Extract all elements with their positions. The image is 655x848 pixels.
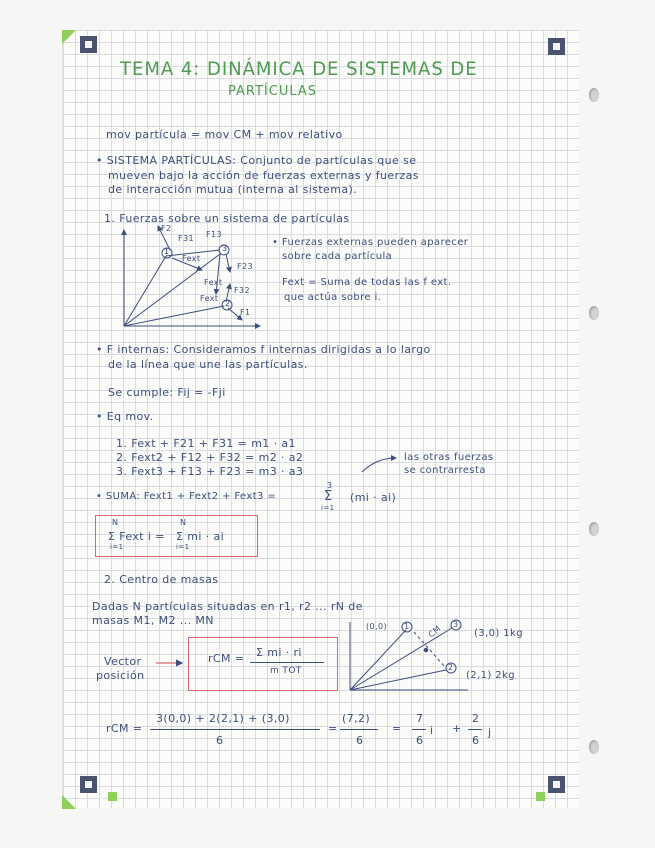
green-square-bottom-right — [536, 792, 545, 801]
dadas-line: Dadas N partículas situadas en r1, r2 ... rN de — [92, 600, 363, 613]
rcm-unit-i: i — [430, 724, 434, 737]
binder-hole — [589, 88, 599, 102]
rcm-numerator: 3(0,0) + 2(2,1) + (3,0) — [156, 712, 290, 725]
external-forces-line: • Fuerzas externas pueden aparecer — [272, 237, 469, 248]
rcm-n4: 2 — [472, 712, 480, 725]
corner-marker-top-right — [548, 38, 565, 55]
vector-label: Vector — [104, 655, 142, 668]
particle-2-label: 2 — [225, 299, 231, 308]
rcm-d3: 6 — [416, 734, 424, 747]
rcm-equals-2: = — [392, 722, 402, 735]
equation-row: 1. Fext + F21 + F31 = m1 · a1 — [116, 437, 296, 450]
corner-marker-bottom-right — [548, 776, 565, 793]
sum-line: • SUMA: Fext1 + Fext2 + Fext3 = — [96, 491, 277, 502]
rcm-n3: 7 — [416, 712, 424, 725]
box2-fraction-bar — [250, 662, 324, 663]
corner-marker-bottom-left — [80, 776, 97, 793]
eq-mov-heading: • Eq mov. — [96, 410, 154, 423]
rcm-unit-j: j — [488, 726, 492, 739]
rcm-fraction-bar — [150, 729, 320, 730]
rcm-d4: 6 — [472, 734, 480, 747]
box1-sigma-top: N — [112, 518, 119, 527]
sum-sigma: Σ — [324, 489, 333, 504]
green-square-bottom-left — [108, 792, 117, 801]
mov-equation: mov partícula = mov CM + mov relativo — [106, 128, 343, 141]
point-3-label: 3 — [453, 620, 459, 629]
rcm-denominator: 6 — [216, 734, 224, 747]
other-forces-note: se contrarresta — [404, 465, 486, 476]
label-fext-2: Fext — [200, 294, 219, 303]
point-1-coords: (0,0) — [366, 622, 387, 631]
internal-forces-line: de la línea que une las partículas. — [108, 358, 308, 371]
page-title-line2: PARTÍCULAS — [228, 84, 318, 99]
equation-row: 2. Fext2 + F12 + F32 = m2 · a2 — [116, 451, 304, 464]
equation-row: 3. Fext3 + F13 + F23 = m3 · a3 — [116, 465, 304, 478]
sistema-text-line: • SISTEMA PARTÍCULAS: Conjunto de partículas que se — [96, 154, 417, 167]
page-title: TEMA 4: DINÁMICA DE SISTEMAS DE — [120, 58, 478, 80]
box2-denominator: m TOT — [270, 666, 302, 676]
arrow-to-note — [360, 452, 400, 476]
box2-numerator: Σ mi · ri — [256, 646, 302, 659]
point-1-label: 1 — [404, 622, 410, 631]
box1-sigma-bottom-rhs: i=1 — [176, 543, 190, 551]
point-2-label: 2 — [448, 663, 454, 672]
sum-lower-limit: i=1 — [321, 504, 335, 512]
box1-rhs: Σ mi · ai — [176, 530, 225, 543]
rcm-bar-3 — [412, 729, 426, 730]
box1-sigma-top-rhs: N — [180, 518, 187, 527]
external-forces-line: que actúa sobre i. — [284, 292, 382, 303]
rcm-plus: + — [452, 722, 462, 735]
rcm-lhs: rCM = — [106, 722, 143, 735]
label-fext-1: Fext — [182, 254, 201, 263]
label-f13: F13 — [206, 230, 222, 239]
green-corner-top-left — [62, 30, 76, 44]
label-f31: F31 — [178, 234, 194, 243]
sum-rhs: (mi · ai) — [350, 491, 397, 504]
sum-upper-limit: 3 — [327, 481, 333, 490]
rcm-equals: = — [328, 722, 338, 735]
rcm-bar-4 — [468, 729, 482, 730]
corner-marker-top-left — [80, 36, 97, 53]
box1-sigma-bottom: i=1 — [110, 543, 124, 551]
vector-label: posición — [96, 669, 145, 682]
arrow-to-formula — [156, 658, 186, 668]
cm-label: CM — [426, 623, 443, 640]
cm-diagram — [344, 620, 474, 694]
binder-hole — [589, 522, 599, 536]
se-cumple: Se cumple: Fij = -Fji — [108, 386, 226, 399]
label-f32: F32 — [234, 286, 250, 295]
green-corner-bottom-left — [62, 795, 76, 809]
label-f23: F23 — [237, 262, 253, 271]
other-forces-note: las otras fuerzas — [404, 452, 494, 463]
label-fext-3: Fext — [204, 278, 223, 287]
rcm-bar-2 — [340, 729, 378, 730]
particle-3-label: 3 — [222, 244, 228, 253]
box2-lhs: rCM = — [208, 652, 245, 665]
label-f1: F1 — [240, 308, 251, 317]
box1-lhs: Σ Fext i = — [108, 530, 165, 543]
particle-1-label: 1 — [164, 247, 170, 256]
sistema-text-line: de interacción mutua (interna al sistema). — [108, 183, 358, 196]
label-f2: F2 — [161, 224, 172, 233]
sistema-text-line: mueven bajo la acción de fuerzas externas y fuerzas — [108, 169, 419, 182]
external-forces-line: Fext = Suma de todas las f ext. — [282, 277, 452, 288]
binder-hole — [589, 740, 599, 754]
rcm-n2: (7,2) — [342, 712, 371, 725]
internal-forces-line: • F internas: Consideramos f internas dirigidas a lo largo — [96, 343, 431, 356]
binder-hole — [589, 306, 599, 320]
external-forces-line: sobre cada partícula — [282, 251, 393, 262]
dadas-line: masas M1, M2 ... MN — [92, 614, 214, 627]
section-heading-forces: 1. Fuerzas sobre un sistema de partículas — [104, 212, 350, 225]
rcm-d2: 6 — [356, 734, 364, 747]
point-3-coords: (3,0) 1kg — [474, 628, 523, 639]
section-heading-cm: 2. Centro de masas — [104, 573, 219, 586]
point-2-coords: (2,1) 2kg — [466, 670, 515, 681]
